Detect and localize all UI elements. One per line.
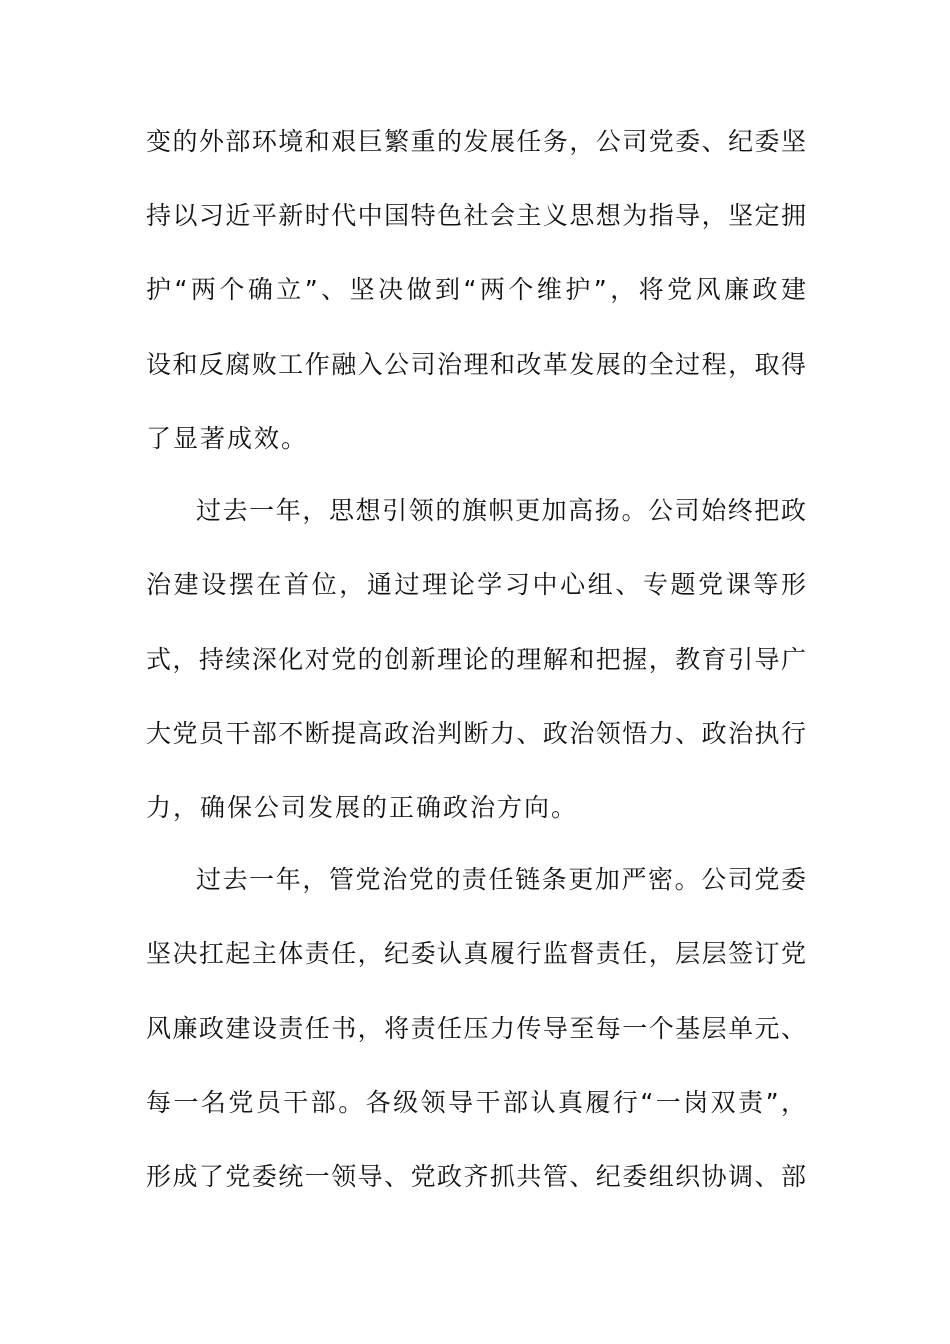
paragraph-line: 每一名党员干部。各级领导干部认真履行“一岗双责”， [146,1088,806,1117]
paragraph-line: 式，持续深化对党的创新理论的理解和把握，教育引导广 [146,645,806,674]
paragraph-line: 持以习近平新时代中国特色社会主义思想为指导，坚定拥 [146,201,806,230]
paragraph-line: 形成了党委统一领导、党政齐抓共管、纪委组织协调、部 [146,1162,806,1191]
paragraph-line: 护“两个确立”、坚决做到“两个维护”，将党风廉政建 [146,275,806,304]
paragraph-line: 变的外部环境和艰巨繁重的发展任务，公司党委、纪委坚 [146,127,806,156]
paragraph-first-line: 过去一年，思想引领的旗帜更加高扬。公司始终把政 [196,496,806,525]
paragraph-line: 了显著成效。 [146,424,309,453]
paragraph-line: 风廉政建设责任书，将责任压力传导至每一个基层单元、 [146,1014,806,1043]
paragraph-line: 坚决扛起主体责任，纪委认真履行监督责任，层层签订党 [146,939,806,968]
paragraph-first-line: 过去一年，管党治党的责任链条更加严密。公司党委 [196,865,806,894]
paragraph-line: 治建设摆在首位，通过理论学习中心组、专题党课等形 [146,570,806,599]
paragraph-line: 设和反腐败工作融入公司治理和改革发展的全过程，取得 [146,350,806,379]
paragraph-line: 力，确保公司发展的正确政治方向。 [146,793,579,822]
paragraph-line: 大党员干部不断提高政治判断力、政治领悟力、政治执行 [146,719,806,748]
